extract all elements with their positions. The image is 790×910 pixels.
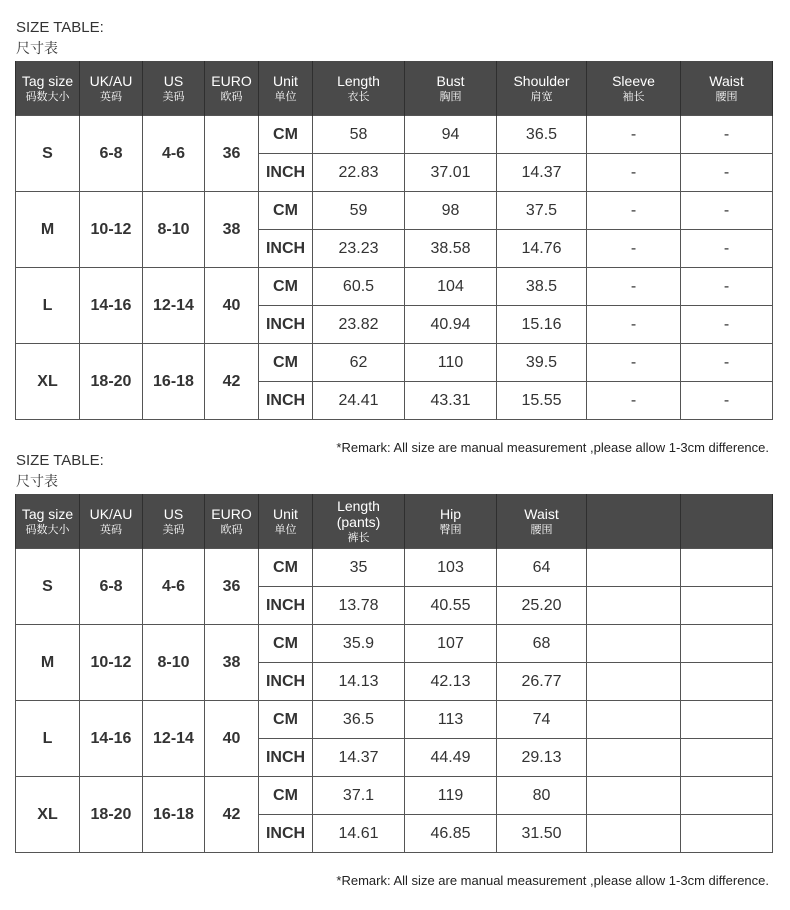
size-cell-tag: L bbox=[16, 701, 80, 777]
measure-cell: 60.5 bbox=[313, 268, 405, 306]
size-cell-us: 4-6 bbox=[143, 116, 205, 192]
measure-cell: 68 bbox=[497, 625, 587, 663]
remark-text: *Remark: All size are manual measurement ,please allow 1-3cm difference. bbox=[336, 440, 769, 455]
measure-cell: - bbox=[587, 382, 681, 420]
measure-cell: 36.5 bbox=[497, 116, 587, 154]
measure-cell: 35 bbox=[313, 549, 405, 587]
column-header bbox=[497, 494, 587, 549]
unit-cell: CM bbox=[259, 777, 313, 815]
measure-cell: - bbox=[587, 230, 681, 268]
column-header bbox=[313, 494, 405, 549]
measure-cell: 25.20 bbox=[497, 587, 587, 625]
size-cell-tag: XL bbox=[16, 777, 80, 853]
column-header-zh: 美码 bbox=[162, 522, 185, 536]
measure-cell bbox=[681, 625, 773, 663]
column-header-en: Unit bbox=[273, 72, 298, 89]
size-cell-us: 8-10 bbox=[143, 625, 205, 701]
column-header bbox=[405, 61, 497, 116]
column-header-en: Unit bbox=[273, 505, 298, 522]
measure-cell: 103 bbox=[405, 549, 497, 587]
measure-cell: 43.31 bbox=[405, 382, 497, 420]
size-cell-euro: 40 bbox=[205, 701, 259, 777]
table-row bbox=[16, 192, 773, 230]
column-header-zh: 衣长 bbox=[347, 89, 370, 103]
size-cell-uk: 14-16 bbox=[80, 268, 143, 344]
column-header-zh: 英码 bbox=[100, 89, 122, 103]
unit-cell: CM bbox=[259, 625, 313, 663]
measure-cell: - bbox=[681, 344, 773, 382]
header-row bbox=[16, 61, 773, 116]
measure-cell: 39.5 bbox=[497, 344, 587, 382]
measure-cell: - bbox=[681, 306, 773, 344]
column-header bbox=[16, 494, 80, 549]
size-cell-uk: 18-20 bbox=[80, 777, 143, 853]
measure-cell bbox=[587, 701, 681, 739]
size-cell-uk: 18-20 bbox=[80, 344, 143, 420]
column-header-en: Waist bbox=[524, 505, 559, 522]
measure-cell: 113 bbox=[405, 701, 497, 739]
measure-cell: 14.13 bbox=[313, 663, 405, 701]
measure-cell: 35.9 bbox=[313, 625, 405, 663]
measure-cell: 15.55 bbox=[497, 382, 587, 420]
top-size-table bbox=[15, 61, 773, 420]
measure-cell: 23.23 bbox=[313, 230, 405, 268]
measure-cell bbox=[587, 739, 681, 777]
table-row bbox=[16, 344, 773, 382]
size-cell-uk: 14-16 bbox=[80, 701, 143, 777]
measure-cell: 14.76 bbox=[497, 230, 587, 268]
column-header bbox=[259, 61, 313, 116]
column-header bbox=[205, 61, 259, 116]
measure-cell: - bbox=[587, 344, 681, 382]
size-cell-tag: L bbox=[16, 268, 80, 344]
measure-cell: 98 bbox=[405, 192, 497, 230]
size-cell-tag: S bbox=[16, 116, 80, 192]
measure-cell bbox=[681, 587, 773, 625]
measure-cell bbox=[681, 549, 773, 587]
measure-cell: 37.5 bbox=[497, 192, 587, 230]
column-header-zh: 单位 bbox=[274, 522, 297, 536]
measure-cell: 13.78 bbox=[313, 587, 405, 625]
column-header bbox=[80, 61, 143, 116]
column-header bbox=[587, 61, 681, 116]
column-header bbox=[313, 61, 405, 116]
measure-cell: 44.49 bbox=[405, 739, 497, 777]
unit-cell: INCH bbox=[259, 739, 313, 777]
column-header bbox=[80, 494, 143, 549]
measure-cell: - bbox=[587, 306, 681, 344]
measure-cell bbox=[587, 587, 681, 625]
column-header-en: UK/AU bbox=[89, 72, 133, 89]
measure-cell: 23.82 bbox=[313, 306, 405, 344]
column-header bbox=[16, 61, 80, 116]
size-cell-us: 16-18 bbox=[143, 777, 205, 853]
measure-cell: 119 bbox=[405, 777, 497, 815]
column-header-zh: 腰围 bbox=[715, 89, 738, 103]
measure-cell bbox=[681, 815, 773, 853]
column-header-zh: 裤长 bbox=[347, 530, 370, 544]
column-header-en: US bbox=[163, 505, 184, 522]
measure-cell: 36.5 bbox=[313, 701, 405, 739]
unit-cell: INCH bbox=[259, 815, 313, 853]
measure-cell bbox=[681, 739, 773, 777]
column-header-zh: 欧码 bbox=[220, 89, 243, 103]
column-header bbox=[143, 61, 205, 116]
unit-cell: INCH bbox=[259, 306, 313, 344]
size-cell-tag: S bbox=[16, 549, 80, 625]
measure-cell: - bbox=[681, 382, 773, 420]
column-header-zh: 美码 bbox=[162, 89, 185, 103]
measure-cell: 64 bbox=[497, 549, 587, 587]
measure-cell: - bbox=[587, 192, 681, 230]
measure-cell: 31.50 bbox=[497, 815, 587, 853]
measure-cell bbox=[587, 625, 681, 663]
column-header bbox=[259, 494, 313, 549]
measure-cell: 14.37 bbox=[497, 154, 587, 192]
column-header-zh: 码数大小 bbox=[25, 522, 70, 536]
column-header-zh: 袖长 bbox=[622, 89, 645, 103]
unit-cell: INCH bbox=[259, 663, 313, 701]
size-cell-us: 8-10 bbox=[143, 192, 205, 268]
unit-cell: CM bbox=[259, 549, 313, 587]
measure-cell: - bbox=[587, 268, 681, 306]
measure-cell: 110 bbox=[405, 344, 497, 382]
column-header-en: Tag size bbox=[21, 505, 74, 522]
header-row bbox=[16, 494, 773, 549]
measure-cell: 29.13 bbox=[497, 739, 587, 777]
size-cell-tag: M bbox=[16, 192, 80, 268]
measure-cell: 15.16 bbox=[497, 306, 587, 344]
table-row bbox=[16, 549, 773, 587]
unit-cell: INCH bbox=[259, 587, 313, 625]
column-header bbox=[681, 494, 773, 549]
column-header-en: Tag size bbox=[21, 72, 74, 89]
measure-cell: 104 bbox=[405, 268, 497, 306]
measure-cell: 58 bbox=[313, 116, 405, 154]
size-cell-us: 12-14 bbox=[143, 701, 205, 777]
size-table-title: SIZE TABLE: bbox=[16, 452, 104, 469]
unit-cell: INCH bbox=[259, 382, 313, 420]
unit-cell: CM bbox=[259, 344, 313, 382]
size-table-title-zh: 尺寸表 bbox=[16, 474, 58, 490]
measure-cell: - bbox=[681, 154, 773, 192]
measure-cell: 74 bbox=[497, 701, 587, 739]
unit-cell: CM bbox=[259, 116, 313, 154]
measure-cell: 80 bbox=[497, 777, 587, 815]
column-header-zh: 腰围 bbox=[530, 522, 553, 536]
measure-cell bbox=[681, 701, 773, 739]
size-cell-euro: 42 bbox=[205, 777, 259, 853]
measure-cell: 38.5 bbox=[497, 268, 587, 306]
measure-cell: 22.83 bbox=[313, 154, 405, 192]
size-table-title: SIZE TABLE: bbox=[16, 19, 104, 36]
size-cell-tag: XL bbox=[16, 344, 80, 420]
measure-cell: 37.01 bbox=[405, 154, 497, 192]
measure-cell: - bbox=[681, 230, 773, 268]
measure-cell: 14.37 bbox=[313, 739, 405, 777]
column-header bbox=[405, 494, 497, 549]
measure-cell: 40.55 bbox=[405, 587, 497, 625]
table-row bbox=[16, 268, 773, 306]
measure-cell: - bbox=[681, 268, 773, 306]
measure-cell: - bbox=[587, 116, 681, 154]
measure-cell bbox=[587, 777, 681, 815]
column-header-en: Bust bbox=[436, 72, 465, 89]
measure-cell bbox=[681, 663, 773, 701]
measure-cell: 40.94 bbox=[405, 306, 497, 344]
column-header-zh: 码数大小 bbox=[25, 89, 70, 103]
column-header-en: Length (pants) bbox=[336, 497, 381, 530]
measure-cell: 94 bbox=[405, 116, 497, 154]
table-row bbox=[16, 701, 773, 739]
column-header bbox=[143, 494, 205, 549]
unit-cell: INCH bbox=[259, 154, 313, 192]
measure-cell: - bbox=[681, 116, 773, 154]
unit-cell: INCH bbox=[259, 230, 313, 268]
size-cell-us: 16-18 bbox=[143, 344, 205, 420]
size-cell-euro: 42 bbox=[205, 344, 259, 420]
measure-cell: 42.13 bbox=[405, 663, 497, 701]
column-header-zh: 臀围 bbox=[439, 522, 462, 536]
size-cell-uk: 10-12 bbox=[80, 625, 143, 701]
measure-cell: 62 bbox=[313, 344, 405, 382]
size-cell-euro: 36 bbox=[205, 116, 259, 192]
column-header-en: Waist bbox=[709, 72, 744, 89]
size-cell-tag: M bbox=[16, 625, 80, 701]
bottom-size-table bbox=[15, 494, 773, 853]
measure-cell: 59 bbox=[313, 192, 405, 230]
measure-cell: 38.58 bbox=[405, 230, 497, 268]
size-cell-uk: 10-12 bbox=[80, 192, 143, 268]
table-row bbox=[16, 116, 773, 154]
column-header-en: US bbox=[163, 72, 184, 89]
measure-cell: 107 bbox=[405, 625, 497, 663]
measure-cell: 46.85 bbox=[405, 815, 497, 853]
unit-cell: CM bbox=[259, 192, 313, 230]
size-cell-euro: 40 bbox=[205, 268, 259, 344]
table-row bbox=[16, 625, 773, 663]
unit-cell: CM bbox=[259, 701, 313, 739]
column-header-zh: 英码 bbox=[100, 522, 122, 536]
column-header bbox=[205, 494, 259, 549]
measure-cell bbox=[587, 663, 681, 701]
column-header-zh: 胸围 bbox=[439, 89, 462, 103]
measure-cell bbox=[681, 777, 773, 815]
column-header-en: Shoulder bbox=[513, 72, 570, 89]
column-header-en: Hip bbox=[439, 505, 461, 522]
measure-cell: - bbox=[587, 154, 681, 192]
column-header-zh: 欧码 bbox=[220, 522, 243, 536]
size-cell-euro: 38 bbox=[205, 192, 259, 268]
column-header-en: EURO bbox=[211, 505, 252, 522]
measure-cell: 26.77 bbox=[497, 663, 587, 701]
size-table-title-zh: 尺寸表 bbox=[16, 41, 58, 57]
measure-cell: 24.41 bbox=[313, 382, 405, 420]
column-header bbox=[587, 494, 681, 549]
column-header-en: Sleeve bbox=[612, 72, 655, 89]
measure-cell bbox=[587, 549, 681, 587]
column-header-zh: 单位 bbox=[274, 89, 297, 103]
unit-cell: CM bbox=[259, 268, 313, 306]
column-header-en: Length bbox=[337, 72, 380, 89]
remark-text: *Remark: All size are manual measurement ,please allow 1-3cm difference. bbox=[336, 873, 769, 888]
measure-cell: - bbox=[681, 192, 773, 230]
column-header bbox=[681, 61, 773, 116]
measure-cell: 14.61 bbox=[313, 815, 405, 853]
size-cell-uk: 6-8 bbox=[80, 116, 143, 192]
column-header-en: UK/AU bbox=[89, 505, 133, 522]
size-cell-euro: 38 bbox=[205, 625, 259, 701]
column-header bbox=[497, 61, 587, 116]
measure-cell: 37.1 bbox=[313, 777, 405, 815]
size-cell-us: 12-14 bbox=[143, 268, 205, 344]
column-header-en: EURO bbox=[211, 72, 252, 89]
size-cell-euro: 36 bbox=[205, 549, 259, 625]
table-row bbox=[16, 777, 773, 815]
size-cell-us: 4-6 bbox=[143, 549, 205, 625]
column-header-zh: 肩宽 bbox=[530, 89, 553, 103]
size-cell-uk: 6-8 bbox=[80, 549, 143, 625]
measure-cell bbox=[587, 815, 681, 853]
